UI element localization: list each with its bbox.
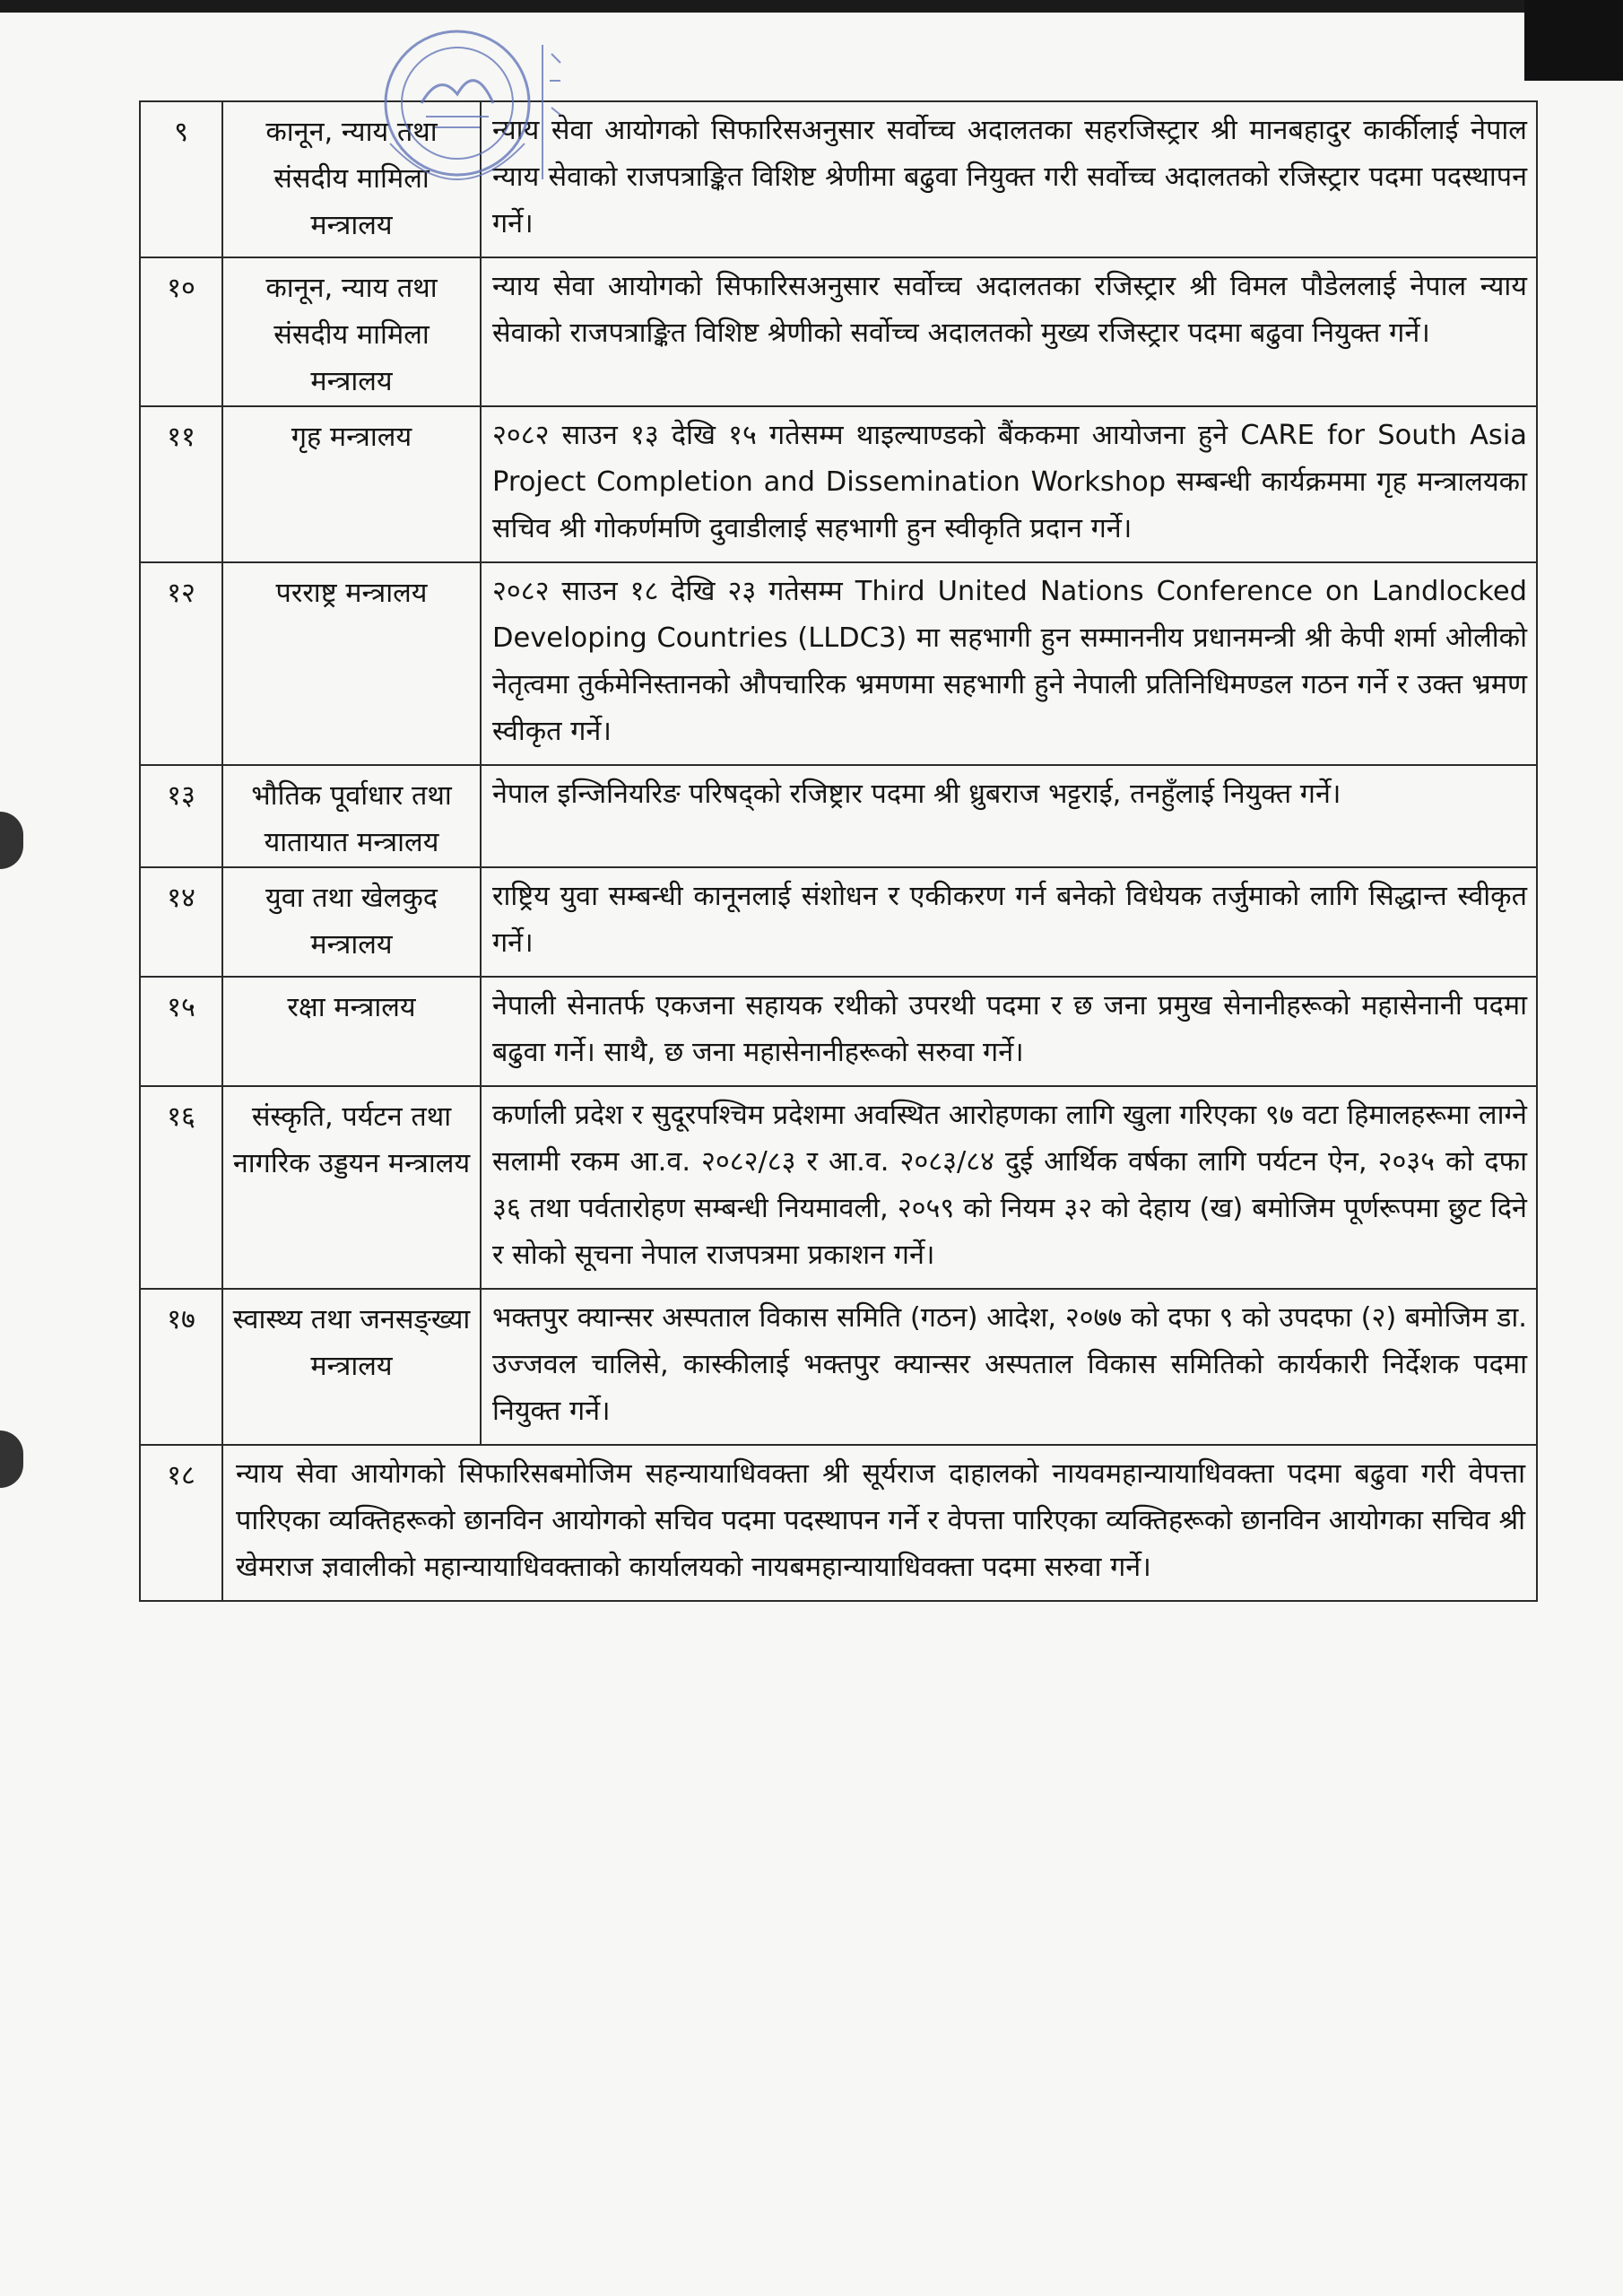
decision-number: १३ xyxy=(140,765,222,867)
decision-text: २०८२ साउन १३ देखि १५ गतेसम्म थाइल्याण्डको बैंककमा आयोजना हुने CARE for South Asia Project Completion and Dissemination Workshop सम्बन्धी कार्यक्रममा गृह मन्त्रालयका सचिव श्री गोकर्णमणि दुवाडीलाई सहभागी हुन स्वीकृति प्रदान गर्ने। xyxy=(481,406,1537,562)
ministry-name: कानून, न्याय तथा संसदीय मामिला मन्त्रालय xyxy=(222,257,481,406)
decision-number: १७ xyxy=(140,1289,222,1445)
table-row xyxy=(140,562,1537,765)
decision-number: १५ xyxy=(140,977,222,1086)
decision-number: १० xyxy=(140,257,222,406)
punch-hole-bottom xyxy=(0,1431,23,1488)
decision-text: कर्णाली प्रदेश र सुदूरपश्चिम प्रदेशमा अवस्थित आरोहणका लागि खुला गरिएका ९७ वटा हिमालहरूमा लाग्ने सलामी रकम आ.व. २०८२/८३ र आ.व. २०८३/८४ दुई आर्थिक वर्षका लागि पर्यटन ऐन, २०३५ को दफा ३६ तथा पर्वतारोहण सम्बन्धी नियमावली, २०५९ को नियम ३२ को देहाय (ख) बमोजिम पूर्णरूपमा छुट दिने र सोको सूचना नेपाल राजपत्रमा प्रकाशन गर्ने। xyxy=(481,1086,1537,1289)
ministry-name: स्वास्थ्य तथा जनसङ्ख्या मन्त्रालय xyxy=(222,1289,481,1445)
decision-number: १८ xyxy=(140,1445,222,1601)
ministry-name: संस्कृति, पर्यटन तथा नागरिक उड्डयन मन्त्रालय xyxy=(222,1086,481,1289)
decision-number: ११ xyxy=(140,406,222,562)
table-row xyxy=(140,867,1537,977)
punch-hole-top xyxy=(0,812,23,869)
ministry-name: रक्षा मन्त्रालय xyxy=(222,977,481,1086)
decision-number: ९ xyxy=(140,101,222,257)
ministry-name: गृह मन्त्रालय xyxy=(222,406,481,562)
table-row-final xyxy=(140,1445,1537,1601)
table-row xyxy=(140,406,1537,562)
official-seal-stamp xyxy=(372,18,574,233)
table-row xyxy=(140,1289,1537,1445)
decision-text: न्याय सेवा आयोगको सिफारिसबमोजिम सहन्यायाधिवक्ता श्री सूर्यराज दाहालको नायवमहान्यायाधिवक्ता पदमा बढुवा गरी वेपत्ता पारिएका व्यक्तिहरूको छानविन आयोगको सचिव पदमा पदस्थापन गर्ने र वेपत्ता पारिएका व्यक्तिहरूको छानविन आयोगका सचिव श्री खेमराज ज्ञवालीको महान्यायाधिवक्ताको कार्यालयको नायबमहान्यायाधिवक्ता पदमा सरुवा गर्ने। xyxy=(222,1445,1537,1601)
decision-number: १६ xyxy=(140,1086,222,1289)
ministry-name: युवा तथा खेलकुद मन्त्रालय xyxy=(222,867,481,977)
decision-text: न्याय सेवा आयोगको सिफारिसअनुसार सर्वोच्च अदालतका सहरजिस्ट्रार श्री मानबहादुर कार्कीलाई नेपाल न्याय सेवाको राजपत्राङ्कित विशिष्ट श्रेणीमा बढुवा नियुक्त गरी सर्वोच्च अदालतको रजिस्ट्रार पदमा पदस्थापन गर्ने। xyxy=(481,101,1537,257)
table-row xyxy=(140,257,1537,406)
table-row xyxy=(140,101,1537,257)
decision-number: १४ xyxy=(140,867,222,977)
ministry-name: कानून, न्याय तथा संसदीय मामिला मन्त्रालय xyxy=(222,101,481,257)
decision-text: न्याय सेवा आयोगको सिफारिसअनुसार सर्वोच्च अदालतका रजिस्ट्रार श्री विमल पौडेललाई नेपाल न्याय सेवाको राजपत्राङ्कित विशिष्ट श्रेणीको सर्वोच्च अदालतको मुख्य रजिस्ट्रार पदमा बढुवा नियुक्त गर्ने। xyxy=(481,257,1537,406)
decision-text: नेपाली सेनातर्फ एकजना सहायक रथीको उपरथी पदमा र छ जना प्रमुख सेनानीहरूको महासेनानी पदमा बढुवा गर्ने। साथै, छ जना महासेनानीहरूको सरुवा गर्ने। xyxy=(481,977,1537,1086)
ministry-name: परराष्ट्र मन्त्रालय xyxy=(222,562,481,765)
table-row xyxy=(140,1086,1537,1289)
decision-text: नेपाल इन्जिनियरिङ परिषद्को रजिष्ट्रार पदमा श्री ध्रुबराज भट्टराई, तनहुँलाई नियुक्त गर्ने। xyxy=(481,765,1537,867)
table-row xyxy=(140,765,1537,867)
ministry-name: भौतिक पूर्वाधार तथा यातायात मन्त्रालय xyxy=(222,765,481,867)
scan-border xyxy=(0,0,1623,13)
decision-text: राष्ट्रिय युवा सम्बन्धी कानूनलाई संशोधन र एकीकरण गर्न बनेको विधेयक तर्जुमाको लागि सिद्धान्त स्वीकृत गर्ने। xyxy=(481,867,1537,977)
decision-number: १२ xyxy=(140,562,222,765)
cabinet-decisions-table xyxy=(139,100,1538,1602)
table-row xyxy=(140,977,1537,1086)
decision-text: २०८२ साउन १८ देखि २३ गतेसम्म Third United Nations Conference on Landlocked Developing Countries (LLDC3) मा सहभागी हुन सम्माननीय प्रधानमन्त्री श्री केपी शर्मा ओलीको नेतृत्वमा तुर्कमेनिस्तानको औपचारिक भ्रमणमा सहभागी हुने नेपाली प्रतिनिधिमण्डल गठन गर्ने र उक्त भ्रमण स्वीकृत गर्ने। xyxy=(481,562,1537,765)
decision-text: भक्तपुर क्यान्सर अस्पताल विकास समिति (गठन) आदेश, २०७७ को दफा ९ को उपदफा (२) बमोजिम डा. उज्जवल चालिसे, कास्कीलाई भक्तपुर क्यान्सर अस्पताल विकास समितिको कार्यकारी निर्देशक पदमा नियुक्त गर्ने। xyxy=(481,1289,1537,1445)
scan-border-corner xyxy=(1524,0,1623,81)
